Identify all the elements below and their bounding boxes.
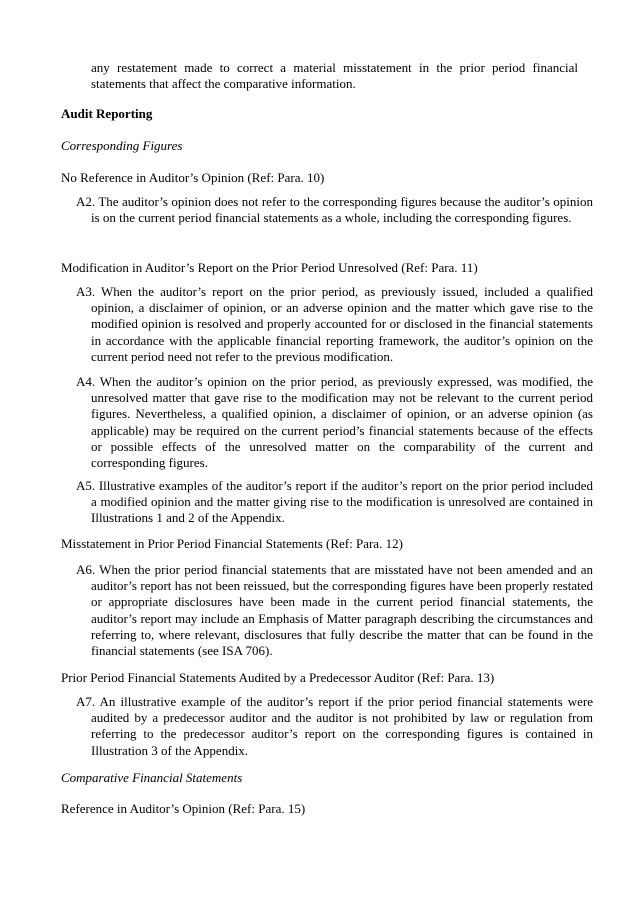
subheading-reference-opinion: Reference in Auditor’s Opinion (Ref: Para. 15) (61, 801, 306, 816)
paragraph-a2: A2. The auditor’s opinion does not refer to the corresponding figures because the auditor’s opinion is on the current period financial statements as a whole, including the corresponding figures. (76, 194, 593, 226)
paragraph-a5: A5. Illustrative examples of the auditor’s report if the auditor’s report on the prior period included a modified opinion and the matter giving rise to the modification is unresolved are contained in Illustrations 1 and 2 of the Appendix. (76, 478, 593, 526)
subheading-misstatement: Misstatement in Prior Period Financial Statements (Ref: Para. 12) (61, 536, 403, 551)
paragraph-a7: A7. An illustrative example of the auditor’s report if the prior period financial statements were audited by a predecessor auditor and the auditor is not prohibited by law or regulation from referring to the predecessor auditor’s report on the corresponding figures is contained in Illustration 3 of the Appendix. (76, 694, 593, 758)
subheading-no-reference: No Reference in Auditor’s Opinion (Ref: Para. 10) (61, 170, 325, 185)
continuation-text: any restatement made to correct a material misstatement in the prior period financial statements that affect the comparative information. (91, 60, 578, 92)
subheading-predecessor: Prior Period Financial Statements Audited by a Predecessor Auditor (Ref: Para. 13) (61, 670, 495, 685)
heading-corresponding-figures: Corresponding Figures (61, 138, 183, 153)
heading-audit-reporting: Audit Reporting (61, 106, 153, 121)
paragraph-a4: A4. When the auditor’s opinion on the prior period, as previously expressed, was modified, the unresolved matter that gave rise to the modification may not be relevant to the current period figures. Nevertheless, a qualified opinion, a disclaimer of opinion, or an adverse opinion (as applicable) may be required on the current period’s financial statements because of the effects or possible effects of the unresolved matter on the comparability of the current and corresponding figures. (76, 374, 593, 471)
paragraph-a6: A6. When the prior period financial statements that are misstated have not been amended and an auditor’s report has not been reissued, but the corresponding figures have been properly restated or appropriate disclosures have been made in the current period financial statements, the auditor’s report may include an Emphasis of Matter paragraph describing the circumstances and referring to, where relevant, disclosures that fully describe the matter that can be found in the financial statements (see ISA 706). (76, 562, 593, 659)
heading-comparative-financial-statements: Comparative Financial Statements (61, 770, 243, 785)
subheading-modification: Modification in Auditor’s Report on the Prior Period Unresolved (Ref: Para. 11) (61, 260, 478, 275)
paragraph-a3: A3. When the auditor’s report on the prior period, as previously issued, included a qualified opinion, a disclaimer of opinion, or an adverse opinion and the matter which gave rise to the modified opinion is resolved and properly accounted for or disclosed in the financial statements in accordance with the applicable financial reporting framework, the auditor’s opinion on the current period need not refer to the previous modification. (76, 284, 593, 364)
